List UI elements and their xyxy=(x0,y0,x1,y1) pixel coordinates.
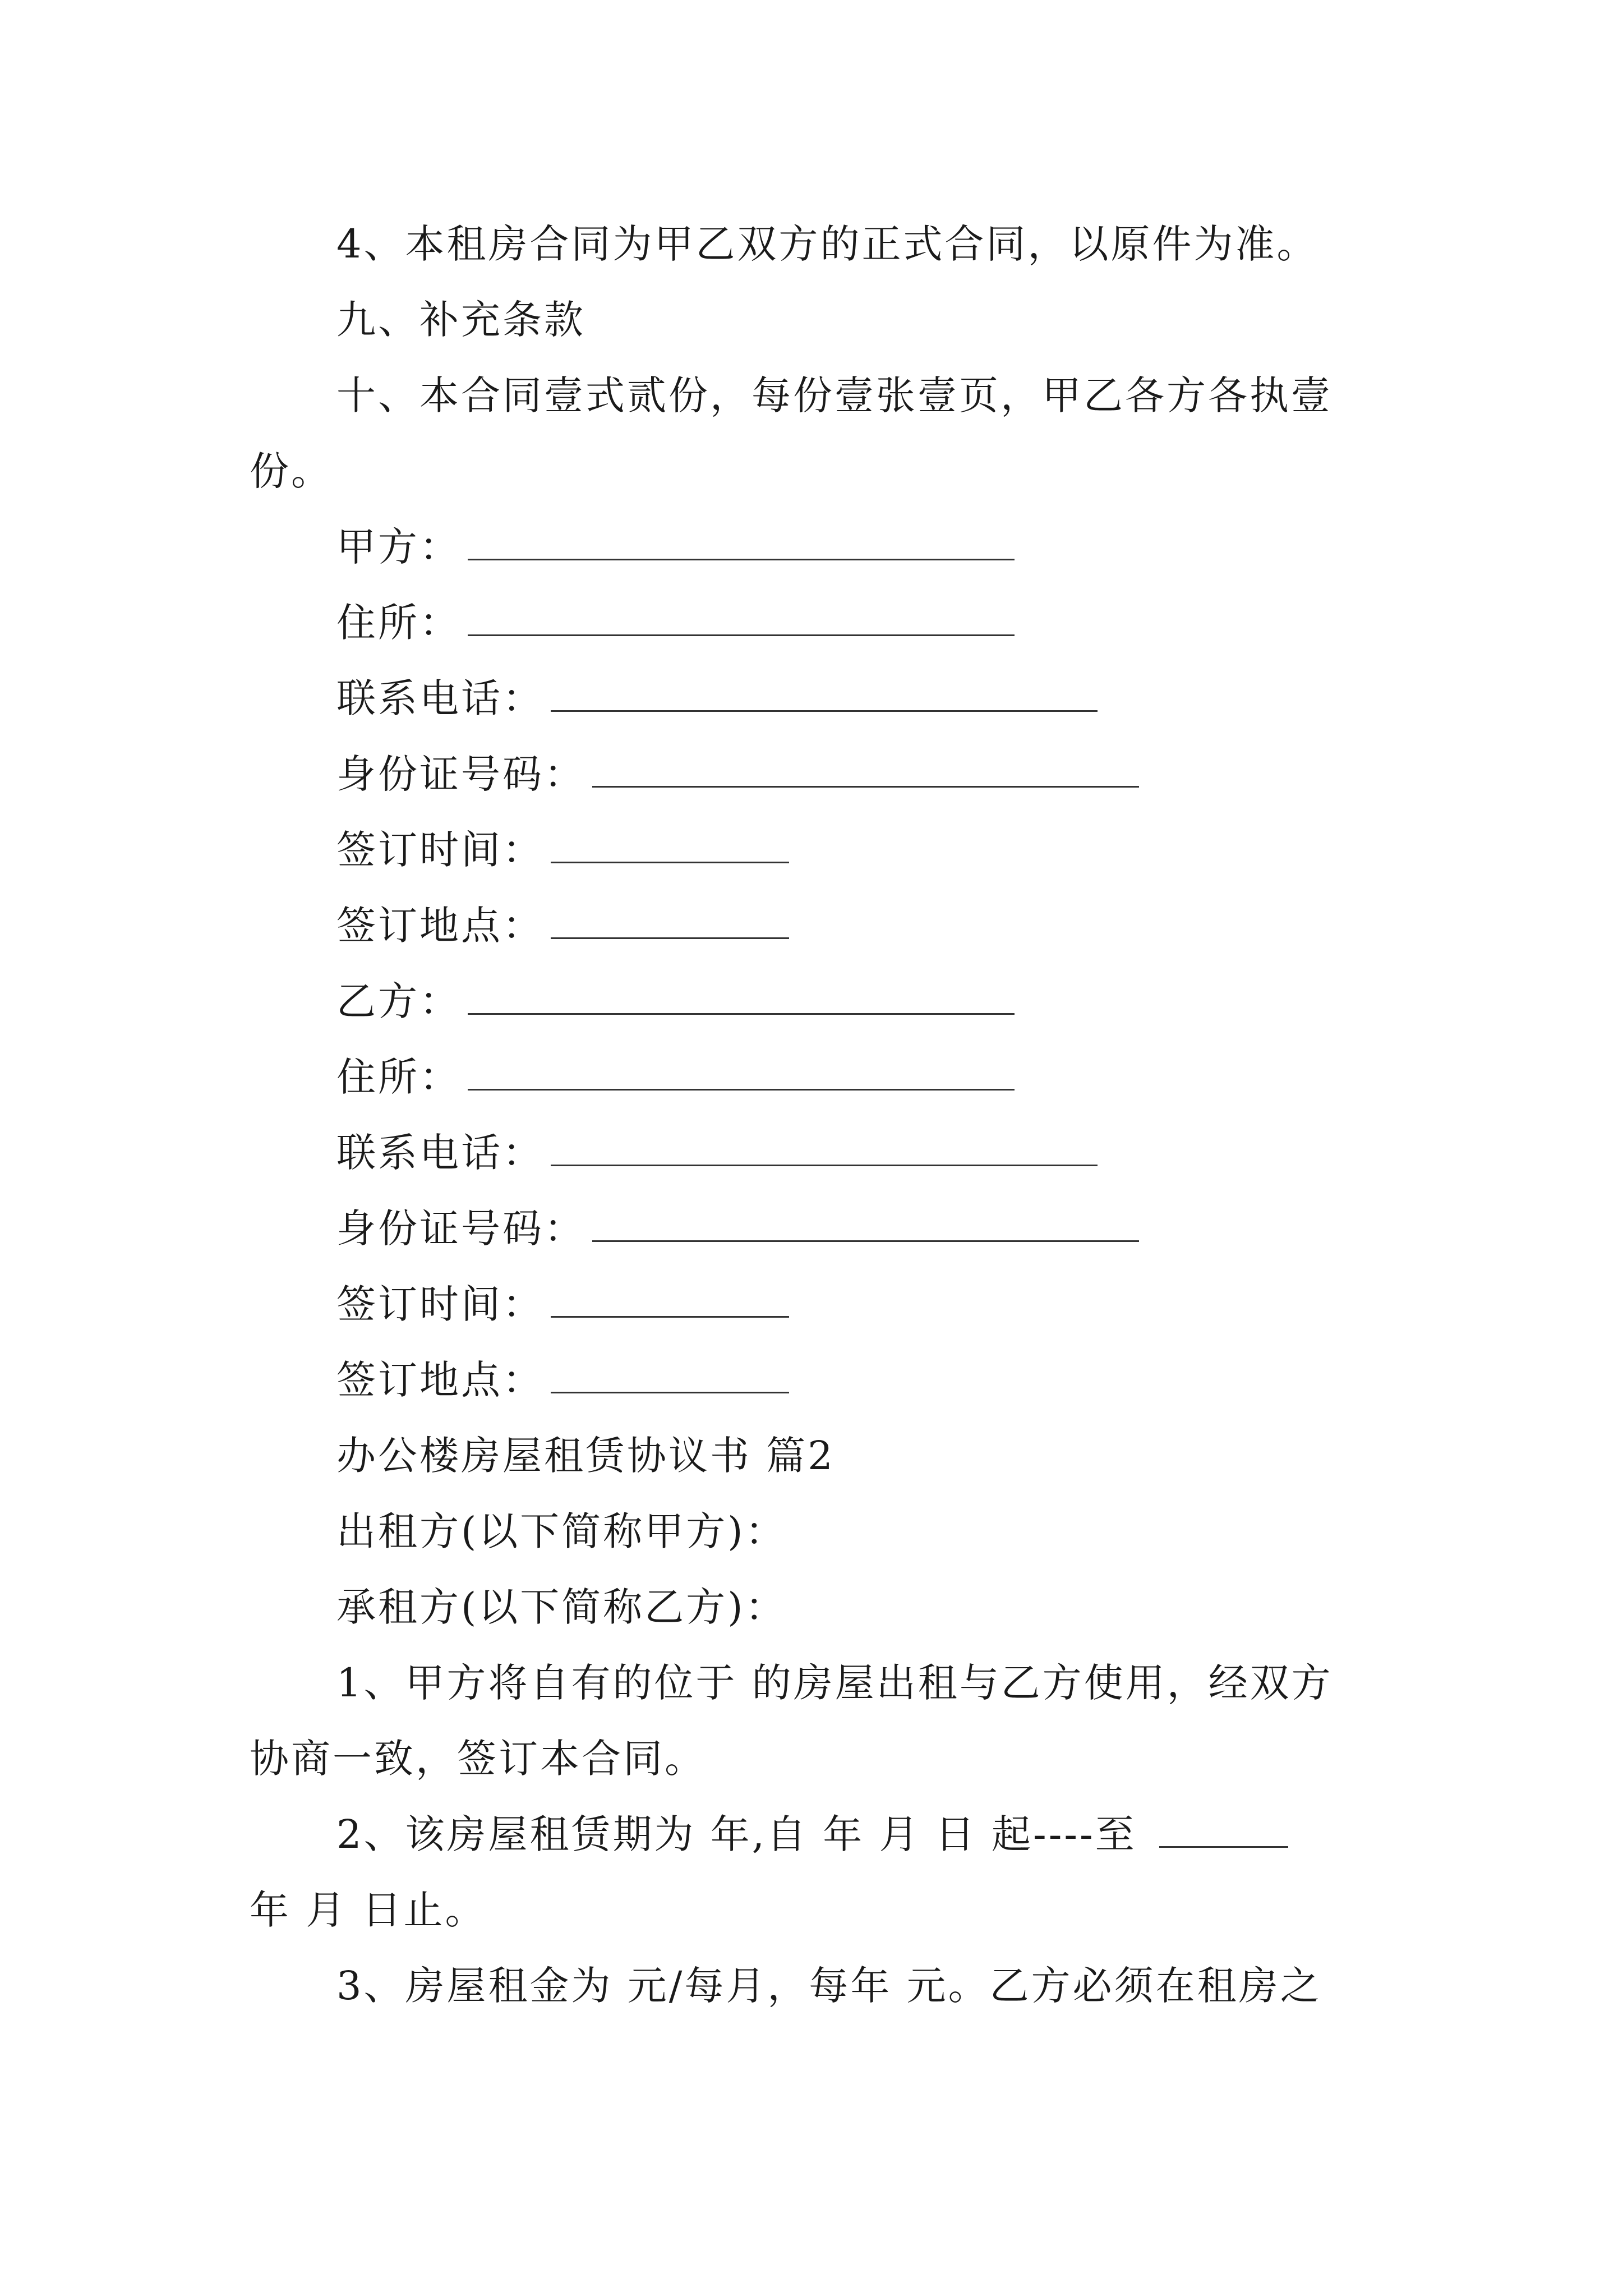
party-a-label: 甲方： xyxy=(336,524,461,570)
party-a-phone-field xyxy=(336,670,1098,726)
clause-copies-line1: 十、本合同壹式贰份，每份壹张壹页，甲乙各方各执壹 xyxy=(336,372,1332,418)
clause-2-text: 2、该房屋租赁期为 年,自 年 月 日 起----至 xyxy=(336,1811,1137,1857)
party-b-id-blank xyxy=(592,1208,1139,1242)
party-a-sign-time-field xyxy=(336,822,789,878)
clause-1-line2: 协商一致，签订本合同。 xyxy=(250,1736,706,1782)
party-a-sign-time-label: 签订时间： xyxy=(336,827,544,873)
party-a-id-label: 身份证号码： xyxy=(336,751,585,797)
party-a-address-blank xyxy=(468,602,1015,636)
party-b-address-field xyxy=(336,1049,1015,1105)
clause-original-copy: 4、本租房合同为甲乙双方的正式合同，以原件为准。 xyxy=(336,221,1318,267)
party-b-sign-time-blank xyxy=(551,1283,789,1318)
clause-3-line1: 3、房屋租金为 元/每月，每年 元。乙方必须在租房之 xyxy=(336,1963,1322,2009)
clause-1-line1: 1、甲方将自有的位于 的房屋出租与乙方使用，经双方 xyxy=(336,1660,1333,1706)
lessee-line: 承租方(以下简称乙方)： xyxy=(336,1584,787,1630)
party-b-sign-time-field xyxy=(336,1276,789,1332)
party-b-label: 乙方： xyxy=(336,978,461,1024)
party-a-id-field xyxy=(336,746,1139,802)
section-title: 办公楼房屋租赁协议书 篇2 xyxy=(336,1433,835,1479)
heading-supplementary-terms: 九、补充条款 xyxy=(336,297,585,343)
party-a-address-label: 住所： xyxy=(336,600,461,646)
party-b-address-label: 住所： xyxy=(336,1054,461,1100)
party-a-phone-blank xyxy=(551,678,1098,712)
party-b-address-blank xyxy=(468,1056,1015,1091)
party-a-field xyxy=(336,519,1015,575)
party-a-id-blank xyxy=(592,753,1139,788)
party-b-id-field xyxy=(336,1200,1139,1257)
clause-2-line2: 年 月 日止。 xyxy=(250,1887,487,1933)
party-b-blank xyxy=(468,981,1015,1015)
party-b-phone-blank xyxy=(551,1132,1098,1166)
party-a-blank xyxy=(468,526,1015,560)
party-a-sign-place-field xyxy=(336,898,789,954)
party-a-sign-time-blank xyxy=(551,829,789,863)
party-b-sign-place-blank xyxy=(551,1359,789,1393)
clause-2-end-blank xyxy=(1159,1814,1288,1848)
party-b-phone-label: 联系电话： xyxy=(336,1130,544,1176)
party-b-sign-place-label: 签订地点： xyxy=(336,1357,544,1403)
party-a-phone-label: 联系电话： xyxy=(336,675,544,721)
party-b-field xyxy=(336,973,1015,1029)
party-a-address-field xyxy=(336,595,1015,651)
party-b-sign-time-label: 签订时间： xyxy=(336,1281,544,1327)
party-b-phone-field xyxy=(336,1125,1098,1181)
clause-copies-line2: 份。 xyxy=(250,448,333,494)
party-a-sign-place-blank xyxy=(551,905,789,939)
clause-2-line1 xyxy=(336,1806,1288,1862)
lessor-line: 出租方(以下简称甲方)： xyxy=(336,1508,787,1554)
party-b-sign-place-field xyxy=(336,1352,789,1408)
party-a-sign-place-label: 签订地点： xyxy=(336,903,544,949)
party-b-id-label: 身份证号码： xyxy=(336,1205,585,1251)
